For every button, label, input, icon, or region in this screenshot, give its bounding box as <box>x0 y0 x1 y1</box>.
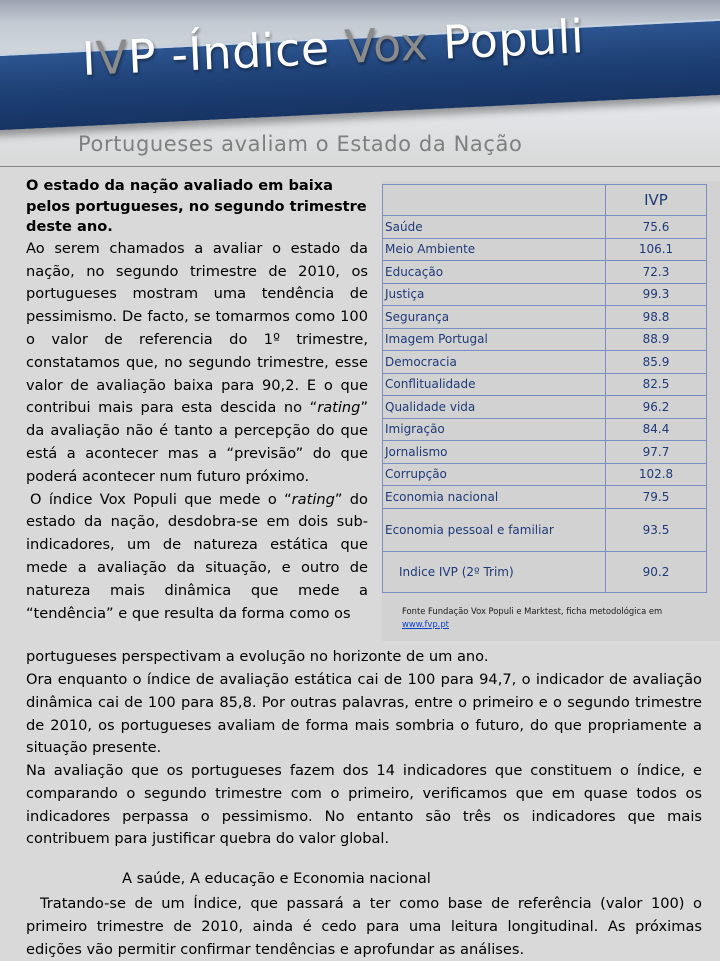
total-value: 90.2 <box>606 551 707 592</box>
indicator-label: Economia nacional <box>383 486 606 509</box>
indicator-label: Economia pessoal e familiar <box>383 508 606 551</box>
header-divider <box>0 166 720 167</box>
indicator-label: Saúde <box>383 216 606 239</box>
table-row <box>383 283 707 306</box>
indicator-label: Qualidade vida <box>383 396 606 419</box>
indicator-value: 97.7 <box>606 441 707 464</box>
indicator-label: Imagem Portugal <box>383 328 606 351</box>
indicator-label: Educação <box>383 261 606 284</box>
indicator-label: Meio Ambiente <box>383 238 606 261</box>
table-row <box>383 418 707 441</box>
article-lead: O estado da nação avaliado em baixa pelos portugueses, no segundo trimestre deste ano. <box>26 177 367 236</box>
article-paragraph-1: Ao serem chamados a avaliar o estado da nação, no segundo trimestre de 2010, os portugueses mostram uma tendência de pessimismo. De facto, se tomarmos como 100 o valor de referencia do 1º trimestre, constatamos que, no segundo trimestre, esse valor de avaliação baixa para 90,2. E o que contribui mais para esta descida no “rating” da avaliação não é tanto a percepção do que está a acontecer mas a “previsão” do que poderá acontecer num futuro próximo. <box>26 239 368 485</box>
table-total-row <box>383 551 707 592</box>
indicator-value: 88.9 <box>606 328 707 351</box>
article-paragraph-4: Na avaliação que os portugueses fazem dos 14 indicadores que constituem o índice, e comparando o segundo trimestre com o primeiro, verificamos que em quase todos os indicadores perpassa o pessimismo. No entanto são três os indicadores que mais contribuem para justificar quebra do valor global. <box>26 762 702 848</box>
table-row <box>383 351 707 374</box>
table-row <box>383 328 707 351</box>
page-title: IVP -Índice Vox Populi <box>80 9 586 86</box>
table-row <box>383 508 707 551</box>
indicator-value: 102.8 <box>606 463 707 486</box>
table-source-note: Fonte Fundação Vox Populi e Marktest, ficha metodológica em www.fvp.pt <box>402 606 663 629</box>
indicator-value: 93.5 <box>606 508 707 551</box>
indicator-label: Corrupção <box>383 463 606 486</box>
indicator-value: 99.3 <box>606 283 707 306</box>
page-subtitle: Portugueses avaliam o Estado da Nação <box>78 132 523 156</box>
section-heading: A saúde, A educação e Economia nacional <box>122 870 431 887</box>
indicator-value: 98.8 <box>606 306 707 329</box>
table-header-row <box>383 185 707 216</box>
article-paragraph-2-continued: portugueses perspectivam a evolução no horizonte de um ano. <box>26 648 489 665</box>
indicator-value: 96.2 <box>606 396 707 419</box>
article-paragraph-5: Tratando-se de um Índice, que passará a ter como base de referência (valor 100) o primeiro trimestre de 2010, ainda é cedo para uma leitura longitudinal. As próximas edições vão permitir confirmar tendências e aprofundar as análises. <box>26 895 702 958</box>
indicator-value: 85.9 <box>606 351 707 374</box>
indicator-value: 72.3 <box>606 261 707 284</box>
indicator-value: 84.4 <box>606 418 707 441</box>
table-row <box>383 441 707 464</box>
table-header-ivp: IVP <box>606 185 707 216</box>
table-row <box>383 261 707 284</box>
indicator-value: 82.5 <box>606 373 707 396</box>
table-row <box>383 373 707 396</box>
table-row <box>383 396 707 419</box>
indicator-label: Segurança <box>383 306 606 329</box>
article-left-column <box>26 176 368 625</box>
indicator-label: Jornalismo <box>383 441 606 464</box>
indicator-value: 79.5 <box>606 486 707 509</box>
table-row <box>383 486 707 509</box>
indicator-label: Justiça <box>383 283 606 306</box>
table-row <box>383 216 707 239</box>
article-paragraph-2: O índice Vox Populi que mede o “rating” do estado da nação, desdobra-se em dois sub-indicadores, um de natureza estática que mede a avaliação da situação, e outro de natureza mais dinâmica que mede a “tendência” e que resulta da forma como os <box>26 490 368 622</box>
table-row <box>383 238 707 261</box>
indicator-label: Imigração <box>383 418 606 441</box>
table-row <box>383 463 707 486</box>
ivp-table-panel <box>382 181 720 641</box>
indicator-label: Democracia <box>383 351 606 374</box>
indicator-value: 75.6 <box>606 216 707 239</box>
ivp-table <box>382 184 707 593</box>
total-label: Indice IVP (2º Trim) <box>383 551 606 592</box>
article-paragraph-3: Ora enquanto o índice de avaliação estática cai de 100 para 94,7, o indicador de avaliação dinâmica cai de 100 para 85,8. Por outras palavras, entre o primeiro e o segundo trimestre de 2010, os portugueses avaliam de forma mais sombria o futuro, do que propriamente a situação presente. <box>26 671 702 757</box>
table-row <box>383 306 707 329</box>
indicator-label: Conflitualidade <box>383 373 606 396</box>
table-header-empty <box>383 185 606 216</box>
indicator-value: 106.1 <box>606 238 707 261</box>
source-link[interactable]: www.fvp.pt <box>402 619 449 629</box>
